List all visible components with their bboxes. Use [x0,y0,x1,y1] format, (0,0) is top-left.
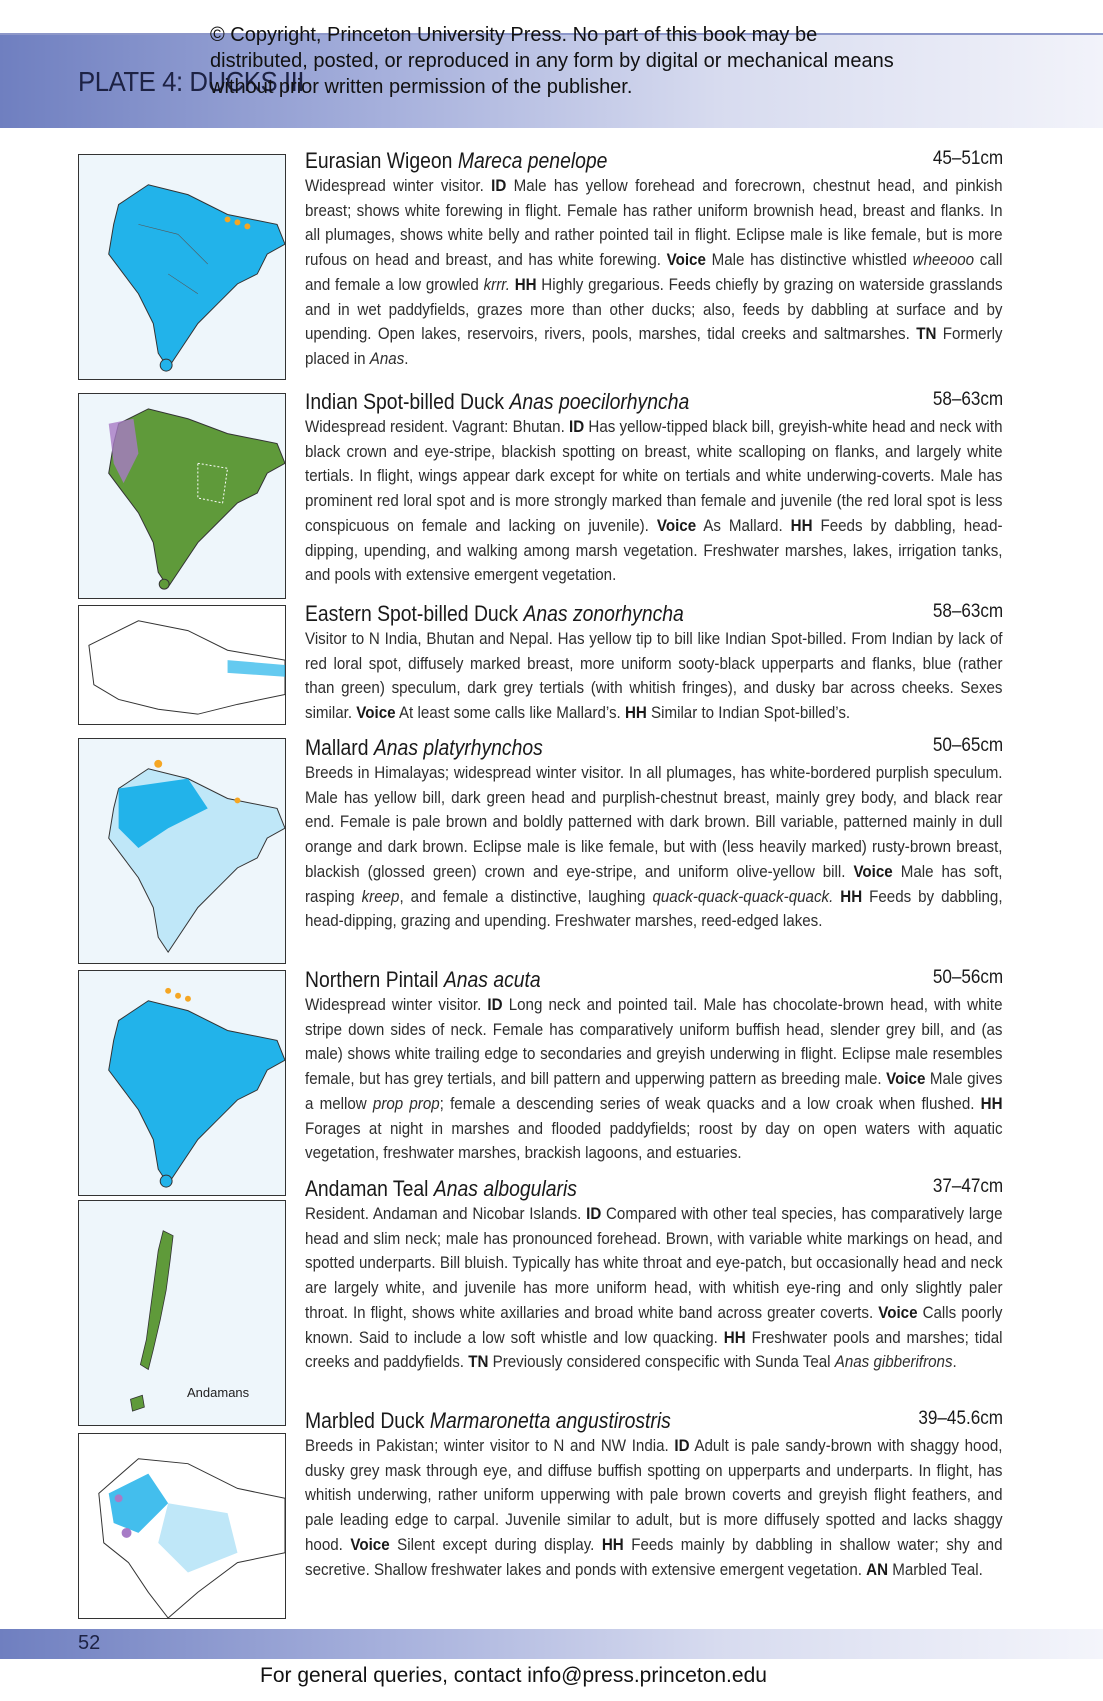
india-map-icon [79,155,285,379]
footer-band [0,1629,1103,1659]
plate-title: PLATE 4: DUCKS III [78,66,305,97]
description-text: . [404,349,409,368]
section-label: HH [601,1535,624,1554]
italic-term: krrr. [483,275,510,294]
common-name: Eastern Spot-billed Duck [305,601,519,626]
range-map-marbled-duck [78,1433,286,1619]
section-label: ID [487,996,503,1014]
section-label: AN [866,1560,889,1579]
species-entry-andaman-teal [305,1176,1003,1375]
description-text: Marbled Teal. [888,1560,983,1579]
section-label: ID [491,177,507,195]
range-map-mallard [78,738,286,964]
section-label: HH [840,887,863,906]
description-text: Previously considered conspecific with Sunda Teal [488,1353,835,1372]
description-text: Forages at night in marshes and flooded paddyfields; roost by day on open waters with aquatic vegetation, freshwater marshes, brackish lagoons, and estuaries. [305,1119,1003,1163]
body-length: 58–63cm [932,601,1003,622]
description-text: Compared with other teal species, has comparatively large head and slim neck; male has pronounced forehead. Brown, with variable white markings on head, and spotted underparts. Bill bluish. Typically has white throat and eye-patch, but occasionally head and neck are largely white, and juvenile has more uniform head, with whitish eye-ring and only slightly paler throat. In flight, shows white axillaries and broad white band across greater coverts. [305,1205,1003,1322]
body-length: 58–63cm [932,389,1003,410]
latin-name: Marmaronetta angustirostris [429,1408,671,1433]
description-text: Feeds by dabbling, head-dipping, grazing and upending. Freshwater marshes, reed-edged lakes. [305,887,1003,931]
india-map-icon [79,1434,285,1618]
range-map-andaman-teal [78,1200,286,1426]
description-text: Resident. Andaman and Nicobar Islands. [305,1205,587,1223]
description-text: ; female a descending series of weak quacks and a low croak when flushed. [439,1094,981,1113]
description-text: Male has distinctive whistled [705,251,913,270]
section-label: TN [468,1353,489,1372]
description-text: Calls poorly known. Said to include a low soft whistle and low quacking. [305,1303,1003,1347]
species-description [305,1434,1003,1582]
description-text: Male has yellow forehead and forecrown, chestnut head, and pinkish breast; shows white forewing in flight. Female has rather uniform brownish head, breast and flanks. In all plumages, shows white belly and rather pointed tail in flight. Eclipse male is like female, but is more rufous on head and breast, and has white forewing. [305,177,1003,270]
description-text: Similar to Indian Spot-billed’s. [646,704,851,723]
section-label: Voice [656,516,697,535]
latin-name: Anas poecilorhyncha [509,389,690,414]
map-label-andamans: Andamans [187,1385,250,1400]
section-label: Voice [886,1070,926,1089]
body-length: 39–45.6cm [918,1408,1003,1429]
description-text: Long neck and pointed tail. Male has chocolate-brown head, with white stripe down sides of neck. Female has comparatively uniform buffish head, slender grey bill, and (as male) shows white trailing edge to secondaries and greyish underwing in flight. Eclipse male resembles female, but has grey tertials, and bill pattern and upperwing pattern as breeding male. [305,996,1003,1089]
section-label: Voice [853,862,893,881]
india-map-icon [79,394,285,598]
description-text: Has yellow-tipped black bill, greyish-white head and neck with black crown and eye-stripe, blackish spotting on breast, white scalloping on flanks, and largely white tertials. In flight, wings appear dark except for white on tertials and white underwing-coverts. Male has prominent red loral spot and is more strongly marked than female and juvenile (the red loral spot is less conspicuous on female and lacking on juvenile). [305,418,1003,535]
description-text: Widespread winter visitor. [305,177,492,195]
section-label: HH [723,1328,746,1347]
body-length: 50–56cm [932,967,1003,988]
copyright-notice: © Copyright, Princeton University Press. No part of this book may be distributed, posted, or reproduced in any form by digital or mechanical means without prior written permission of the publisher. [210,24,894,98]
body-length: 37–47cm [932,1176,1003,1197]
section-label: ID [674,1437,690,1455]
section-label: ID [586,1205,602,1223]
description-text: Breeds in Pakistan; winter visitor to N and NW India. [305,1437,675,1455]
common-name: Indian Spot-billed Duck [305,389,505,414]
species-description [305,627,1003,726]
description-text: , and female a distinctive, laughing [399,887,653,906]
latin-name: Anas albogularis [433,1176,577,1201]
india-map-icon [79,739,285,963]
section-label: Voice [878,1303,918,1322]
north-india-map-icon [79,606,285,724]
description-text: . [952,1353,957,1372]
description-text: Formerly placed in [305,325,1003,368]
description-text: Feeds mainly by dabbling in shallow water; shy and secretive. Shallow freshwater lakes and ponds with extensive emergent vegetation. [305,1535,1003,1579]
description-text: Visitor to N India, Bhutan and Nepal. Has yellow tip to bill like Indian Spot-billed. From Indian by lack of red loral spot, diffusely marked breast, more uniform sooty-black upperparts and flanks, blue (rather than green) speculum, dark grey tertials (with whitish fringes), and dusky bar across cheeks. Sexes similar. [305,630,1003,723]
italic-term: prop prop [372,1094,440,1113]
species-entry-indian-spot-billed-duck [305,389,1003,588]
description-text: Widespread winter visitor. [305,996,488,1014]
species-description [305,174,1003,372]
italic-term: Anas [369,349,405,368]
common-name: Mallard [305,735,369,760]
section-label: HH [624,704,647,723]
latin-name: Anas acuta [443,967,541,992]
latin-name: Anas platyrhynchos [373,735,543,760]
section-label: Voice [350,1535,390,1554]
species-description [305,1202,1003,1375]
italic-term: wheeooo [912,251,975,270]
body-length: 45–51cm [932,148,1003,169]
common-name: Eurasian Wigeon [305,148,453,173]
description-text: Widespread resident. Vagrant: Bhutan. [305,418,570,436]
latin-name: Mareca penelope [457,148,608,173]
description-text: Male has soft, rasping [305,862,1003,906]
description-text: As Mallard. [696,516,791,535]
species-entry-marbled-duck [305,1408,1003,1582]
section-label: Voice [666,251,706,270]
description-text: Silent except during display. [389,1535,602,1554]
footer-contact: For general queries, contact info@press.princeton.edu [260,1664,767,1687]
description-text: Breeds in Himalayas; widespread winter visitor. In all plumages, has white-bordered purplish speculum. Male has yellow bill, dark green head and purplish-chestnut breast, mainly grey body, and black rear end. Female is pale brown and boldly patterned with dark brown. Bill variable, patterned mainly in dull orange and dark brown. Eclipse male is like female, but with (less heavily marked) rusty-brown breast, blackish (glossed green) crown and eye-stripe, and uniform olive-yellow bill. [305,764,1003,881]
page-number: 52 [78,1632,101,1654]
body-length: 50–65cm [932,735,1003,756]
description-text: Adult is pale sandy-brown with shaggy hood, dusky grey mask through eye, and diffuse buffish spotting on upperparts and underparts. In flight, has whitish underwing, rather uniform upperwing with pale brown coverts and greyish flight feathers, and pale leading edge to carpal. Juvenile similar to adult, but is more diffusely spotted and lacks shaggy hood. [305,1437,1003,1554]
description-text: Feeds by dabbling, head-dipping, upending, and walking among marsh vegetation. Freshwater marshes, lakes, irrigation tanks, and pools with extensive emergent vegetation. [305,516,1003,585]
description-text [833,888,840,906]
species-entry-northern-pintail [305,967,1003,1166]
range-map-eastern-spot-billed-duck [78,605,286,725]
common-name: Northern Pintail [305,967,439,992]
description-text: Male gives a mellow [305,1070,1003,1113]
section-label: HH [514,275,537,294]
italic-term: Anas gibberifrons [834,1353,953,1372]
section-label: ID [569,418,585,436]
description-text: Highly gregarious. Feeds chiefly by grazing on waterside grasslands and in wet paddyfields, grazes more than other ducks; also, feeds by dabbling at surface and by upending. Open lakes, reservoirs, rivers, pools, marshes, tidal creeks and saltmarshes. [305,275,1003,344]
description-text: call and female a low growled [305,251,1003,294]
species-description [305,761,1003,934]
range-map-eurasian-wigeon [78,154,286,380]
range-map-indian-spot-billed-duck [78,393,286,599]
andaman-islands-map-icon [79,1201,285,1425]
species-description [305,415,1003,588]
description-text: Freshwater pools and marshes; tidal creeks and paddyfields. [305,1328,1003,1372]
section-label: TN [916,325,937,344]
species-entry-eastern-spot-billed-duck [305,601,1003,726]
description-text: At least some calls like Mallard’s. [395,704,625,723]
section-label: HH [980,1094,1003,1113]
common-name: Andaman Teal [305,1176,429,1201]
india-map-icon [79,971,285,1195]
section-label: HH [790,516,813,535]
italic-term: kreep [361,887,400,906]
species-description [305,993,1003,1166]
italic-term: quack-quack-quack-quack. [652,887,834,906]
species-entry-mallard [305,735,1003,934]
range-map-northern-pintail [78,970,286,1196]
common-name: Marbled Duck [305,1408,425,1433]
species-entry-eurasian-wigeon [305,148,1003,372]
latin-name: Anas zonorhyncha [523,601,684,626]
section-label: Voice [356,704,396,723]
